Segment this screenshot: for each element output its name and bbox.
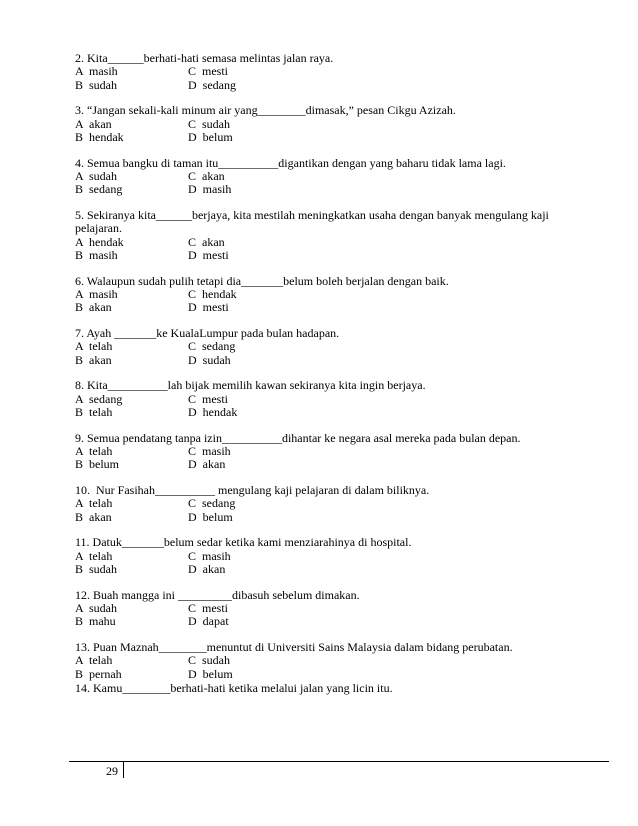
answer-option: C mesti xyxy=(188,391,229,406)
answer-option: B sedang xyxy=(75,182,123,197)
answer-option: C masih xyxy=(188,444,231,458)
question-block xyxy=(75,641,595,681)
option-row xyxy=(75,79,595,92)
answer-option: A masih xyxy=(75,64,118,79)
option-row xyxy=(75,393,595,406)
answer-option: A telah xyxy=(75,444,113,458)
answer-option: D mesti xyxy=(188,300,229,315)
question-text: 2. Kita______berhati-hati semasa melintas jalan raya. xyxy=(75,51,334,65)
option-row xyxy=(75,563,595,576)
answer-option: A sudah xyxy=(75,169,117,184)
answer-option: B akan xyxy=(75,300,112,315)
page-number-separator xyxy=(123,762,124,778)
answer-option: D akan xyxy=(188,562,226,577)
answer-option: B telah xyxy=(75,405,113,420)
answer-option: D belum xyxy=(188,666,233,681)
answer-option: B mahu xyxy=(75,614,116,629)
question-text: 3. “Jangan sekali-kali minum air yang________dimasak,” pesan Cikgu Azizah. xyxy=(75,103,456,118)
answer-option: B akan xyxy=(75,509,112,524)
answer-option: B sudah xyxy=(75,562,117,577)
question-text: 9. Semua pendatang tanpa izin__________dihantar ke negara asal mereka pada bulan depan. xyxy=(75,430,521,445)
answer-option: C hendak xyxy=(188,287,237,302)
answer-option: D hendak xyxy=(188,405,238,420)
question-text: 8. Kita__________lah bijak memilih kawan sekiranya kita ingin berjaya. xyxy=(75,378,426,393)
option-row xyxy=(75,406,595,419)
question-text: 11. Datuk_______belum sedar ketika kami menziarahinya di hospital. xyxy=(75,535,412,550)
option-row xyxy=(75,301,595,314)
question-block xyxy=(75,484,595,524)
question-text: 4. Semua bangku di taman itu__________digantikan dengan yang baharu tidak lama lagi. xyxy=(75,155,506,170)
option-row xyxy=(75,288,595,301)
question-block xyxy=(75,536,595,576)
option-row xyxy=(75,497,595,510)
option-row xyxy=(75,65,595,78)
answer-option: C akan xyxy=(188,234,225,249)
option-row xyxy=(75,602,595,615)
answer-option: D sedang xyxy=(188,77,236,92)
option-row xyxy=(75,615,595,628)
answer-option: A sedang xyxy=(75,391,123,406)
option-row xyxy=(75,118,595,131)
answer-option: C mesti xyxy=(188,600,229,615)
option-row xyxy=(75,458,595,471)
footer-rule xyxy=(69,761,609,762)
answer-option: B akan xyxy=(75,352,112,367)
option-row xyxy=(75,445,595,458)
option-row xyxy=(75,183,595,196)
answer-option: A masih xyxy=(75,287,118,302)
answer-option: D sudah xyxy=(188,352,231,367)
question-text: 6. Walaupun sudah pulih tetapi dia_______belum boleh berjalan dengan baik. xyxy=(75,273,449,288)
question-block xyxy=(75,379,595,419)
answer-option: D akan xyxy=(188,457,226,472)
question-block xyxy=(75,52,595,92)
answer-option: C sedang xyxy=(188,496,236,511)
question-text: 5. Sekiranya kita______berjaya, kita mestilah meningkatkan usaha dengan banyak mengulang kaji pelajaran. xyxy=(75,207,549,236)
answer-option: B masih xyxy=(75,248,118,263)
option-row xyxy=(75,236,595,249)
answer-option: C sudah xyxy=(188,116,230,131)
question-text: 12. Buah mangga ini _________dibasuh sebelum dimakan. xyxy=(75,587,360,602)
answer-option: A akan xyxy=(75,116,112,131)
question-list xyxy=(75,52,595,708)
question-text: 14. Kamu________berhati-hati ketika melalui jalan yang licin itu. xyxy=(75,681,393,696)
option-row xyxy=(75,340,595,353)
answer-option: A hendak xyxy=(75,234,124,249)
question-block xyxy=(75,157,595,197)
answer-option: B pernah xyxy=(75,666,122,681)
answer-option: D belum xyxy=(188,130,233,145)
option-row xyxy=(75,170,595,183)
answer-option: D dapat xyxy=(188,614,229,629)
option-row xyxy=(75,668,595,681)
option-row xyxy=(75,249,595,262)
question-block xyxy=(75,275,595,315)
question-block xyxy=(75,327,595,367)
option-row xyxy=(75,654,595,667)
question-text: 7. Ayah _______ke KualaLumpur pada bulan hadapan. xyxy=(75,325,340,340)
question-block xyxy=(75,589,595,629)
answer-option: D masih xyxy=(188,182,232,197)
answer-option: B hendak xyxy=(75,130,124,145)
question-block xyxy=(75,104,595,144)
question-block xyxy=(75,209,595,263)
question-block xyxy=(75,682,595,695)
answer-option: C masih xyxy=(188,548,231,563)
option-row xyxy=(75,511,595,524)
answer-option: A telah xyxy=(75,653,113,668)
answer-option: C sudah xyxy=(188,653,230,668)
answer-option: A telah xyxy=(75,548,113,563)
answer-option: B sudah xyxy=(75,77,117,92)
answer-option: C sedang xyxy=(188,339,236,354)
question-text: 13. Puan Maznah________menuntut di Universiti Sains Malaysia dalam bidang perubatan. xyxy=(75,639,513,654)
option-row xyxy=(75,131,595,144)
answer-option: D belum xyxy=(188,509,233,524)
answer-option: C mesti xyxy=(188,64,229,79)
answer-option: A telah xyxy=(75,339,113,354)
question-text: 10. Nur Fasihah__________ mengulang kaji pelajaran di dalam biliknya. xyxy=(75,482,430,497)
answer-option: A sudah xyxy=(75,600,117,615)
answer-option: A telah xyxy=(75,496,113,511)
answer-option: B belum xyxy=(75,457,119,472)
question-block xyxy=(75,432,595,472)
answer-option: D mesti xyxy=(188,248,229,263)
answer-option: C akan xyxy=(188,169,225,184)
option-row xyxy=(75,550,595,563)
option-row xyxy=(75,354,595,367)
page-number: 29 xyxy=(106,764,118,778)
